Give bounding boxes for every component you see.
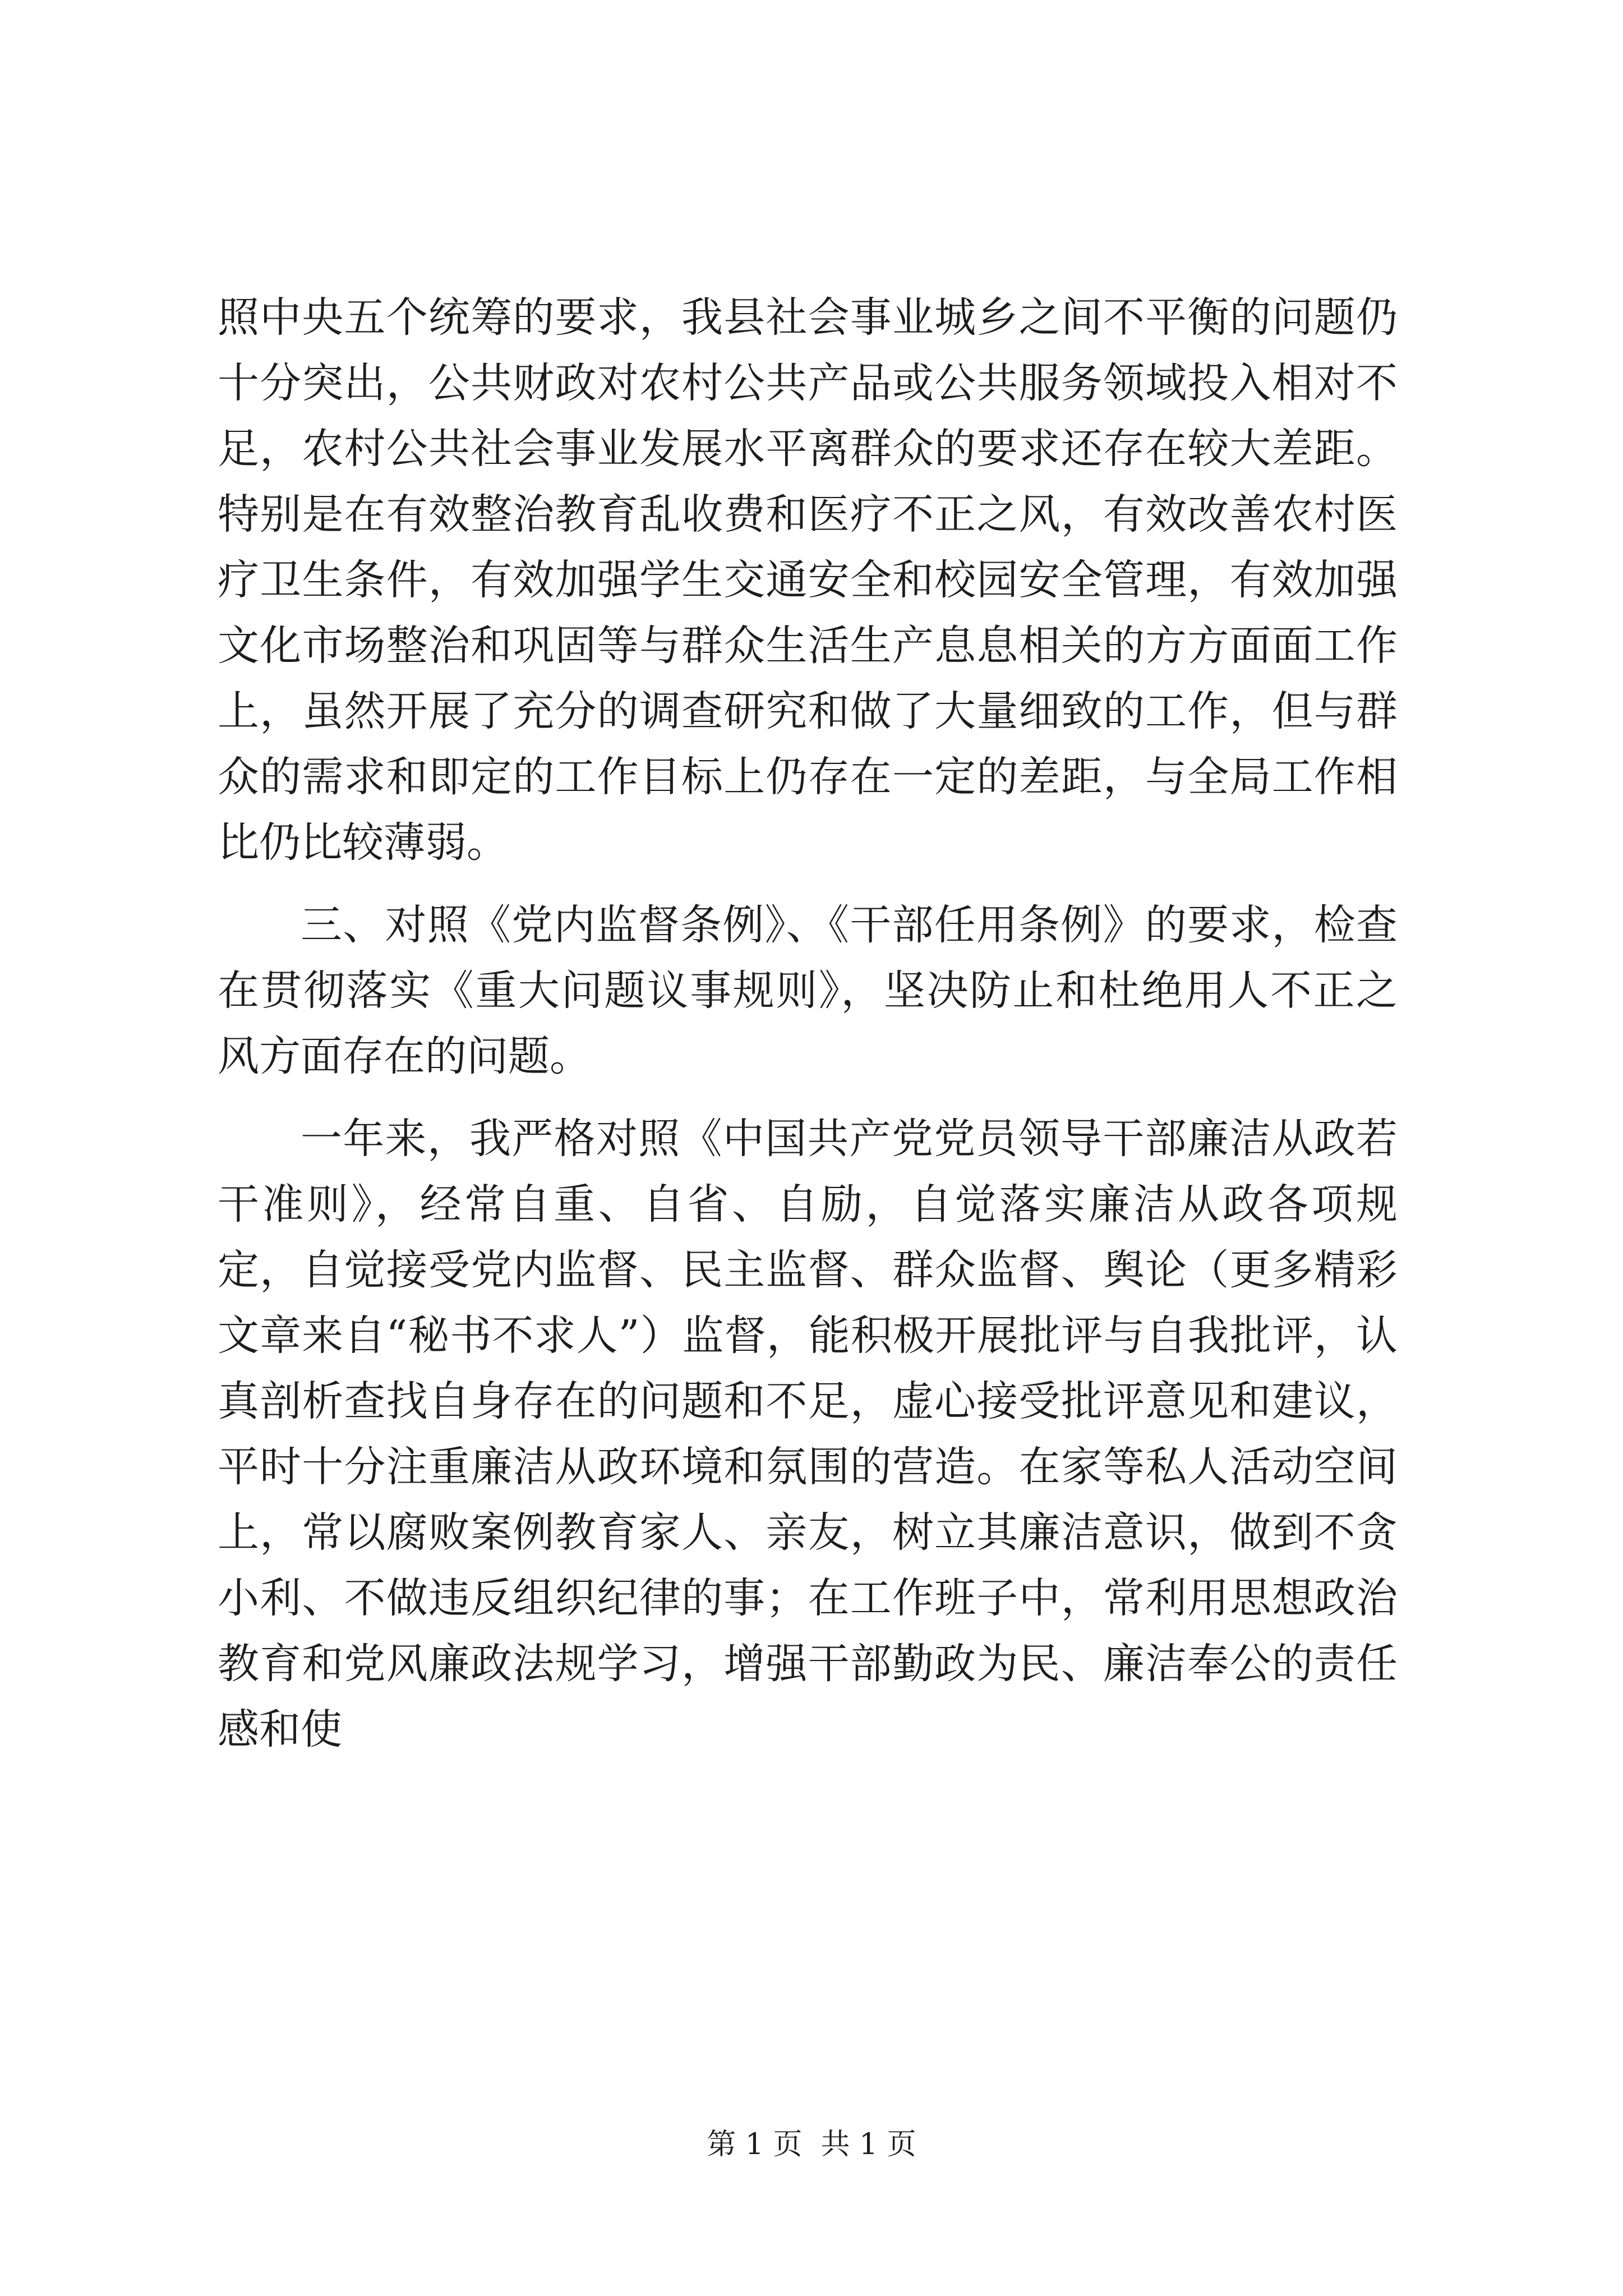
page-number-footer: 第 1 页 共 1 页	[707, 2128, 916, 2161]
paragraph-section-heading: 三、对照《党内监督条例》、《干部任用条例》的要求，检查在贯彻落实《重大问题议事规则》，坚决防止和杜绝用人不正之风方面存在的问题。	[218, 901, 1398, 1080]
document-body	[218, 285, 1398, 1763]
paragraph-body: 一年来，我严格对照《中国共产党党员领导干部廉洁从政若干准则》，经常自重、自省、自励，自觉落实廉洁从政各项规定，自觉接受党内监督、民主监督、群众监督、舆论（更多精彩文章来自“秘书不求人”）监督，能积极开展批评与自我批评，认真剖析查找自身存在的问题和不足，虚心接受批评意见和建议，平时十分注重廉洁从政环境和氛围的营造。在家等私人活动空间上，常以腐败案例教育家人、亲友，树立其廉洁意识，做到不贪小利、不做违反组织纪律的事；在工作班子中，常利用思想政治教育和党风廉政法规学习，增强干部勤政为民、廉洁奉公的责任感和使	[218, 1115, 1398, 1754]
paragraph-continuation: 照中央五个统筹的要求，我县社会事业城乡之间不平衡的问题仍十分突出，公共财政对农村公共产品或公共服务领域投入相对不足，农村公共社会事业发展水平离群众的要求还存在较大差距。特别是在有效整治教育乱收费和医疗不正之风，有效改善农村医疗卫生条件，有效加强学生交通安全和校园安全管理，有效加强文化市场整治和巩固等与群众生活生产息息相关的方方面面工作上，虽然开展了充分的调查研究和做了大量细致的工作，但与群众的需求和即定的工作目标上仍存在一定的差距，与全局工作相比仍比较薄弱。	[218, 293, 1398, 867]
